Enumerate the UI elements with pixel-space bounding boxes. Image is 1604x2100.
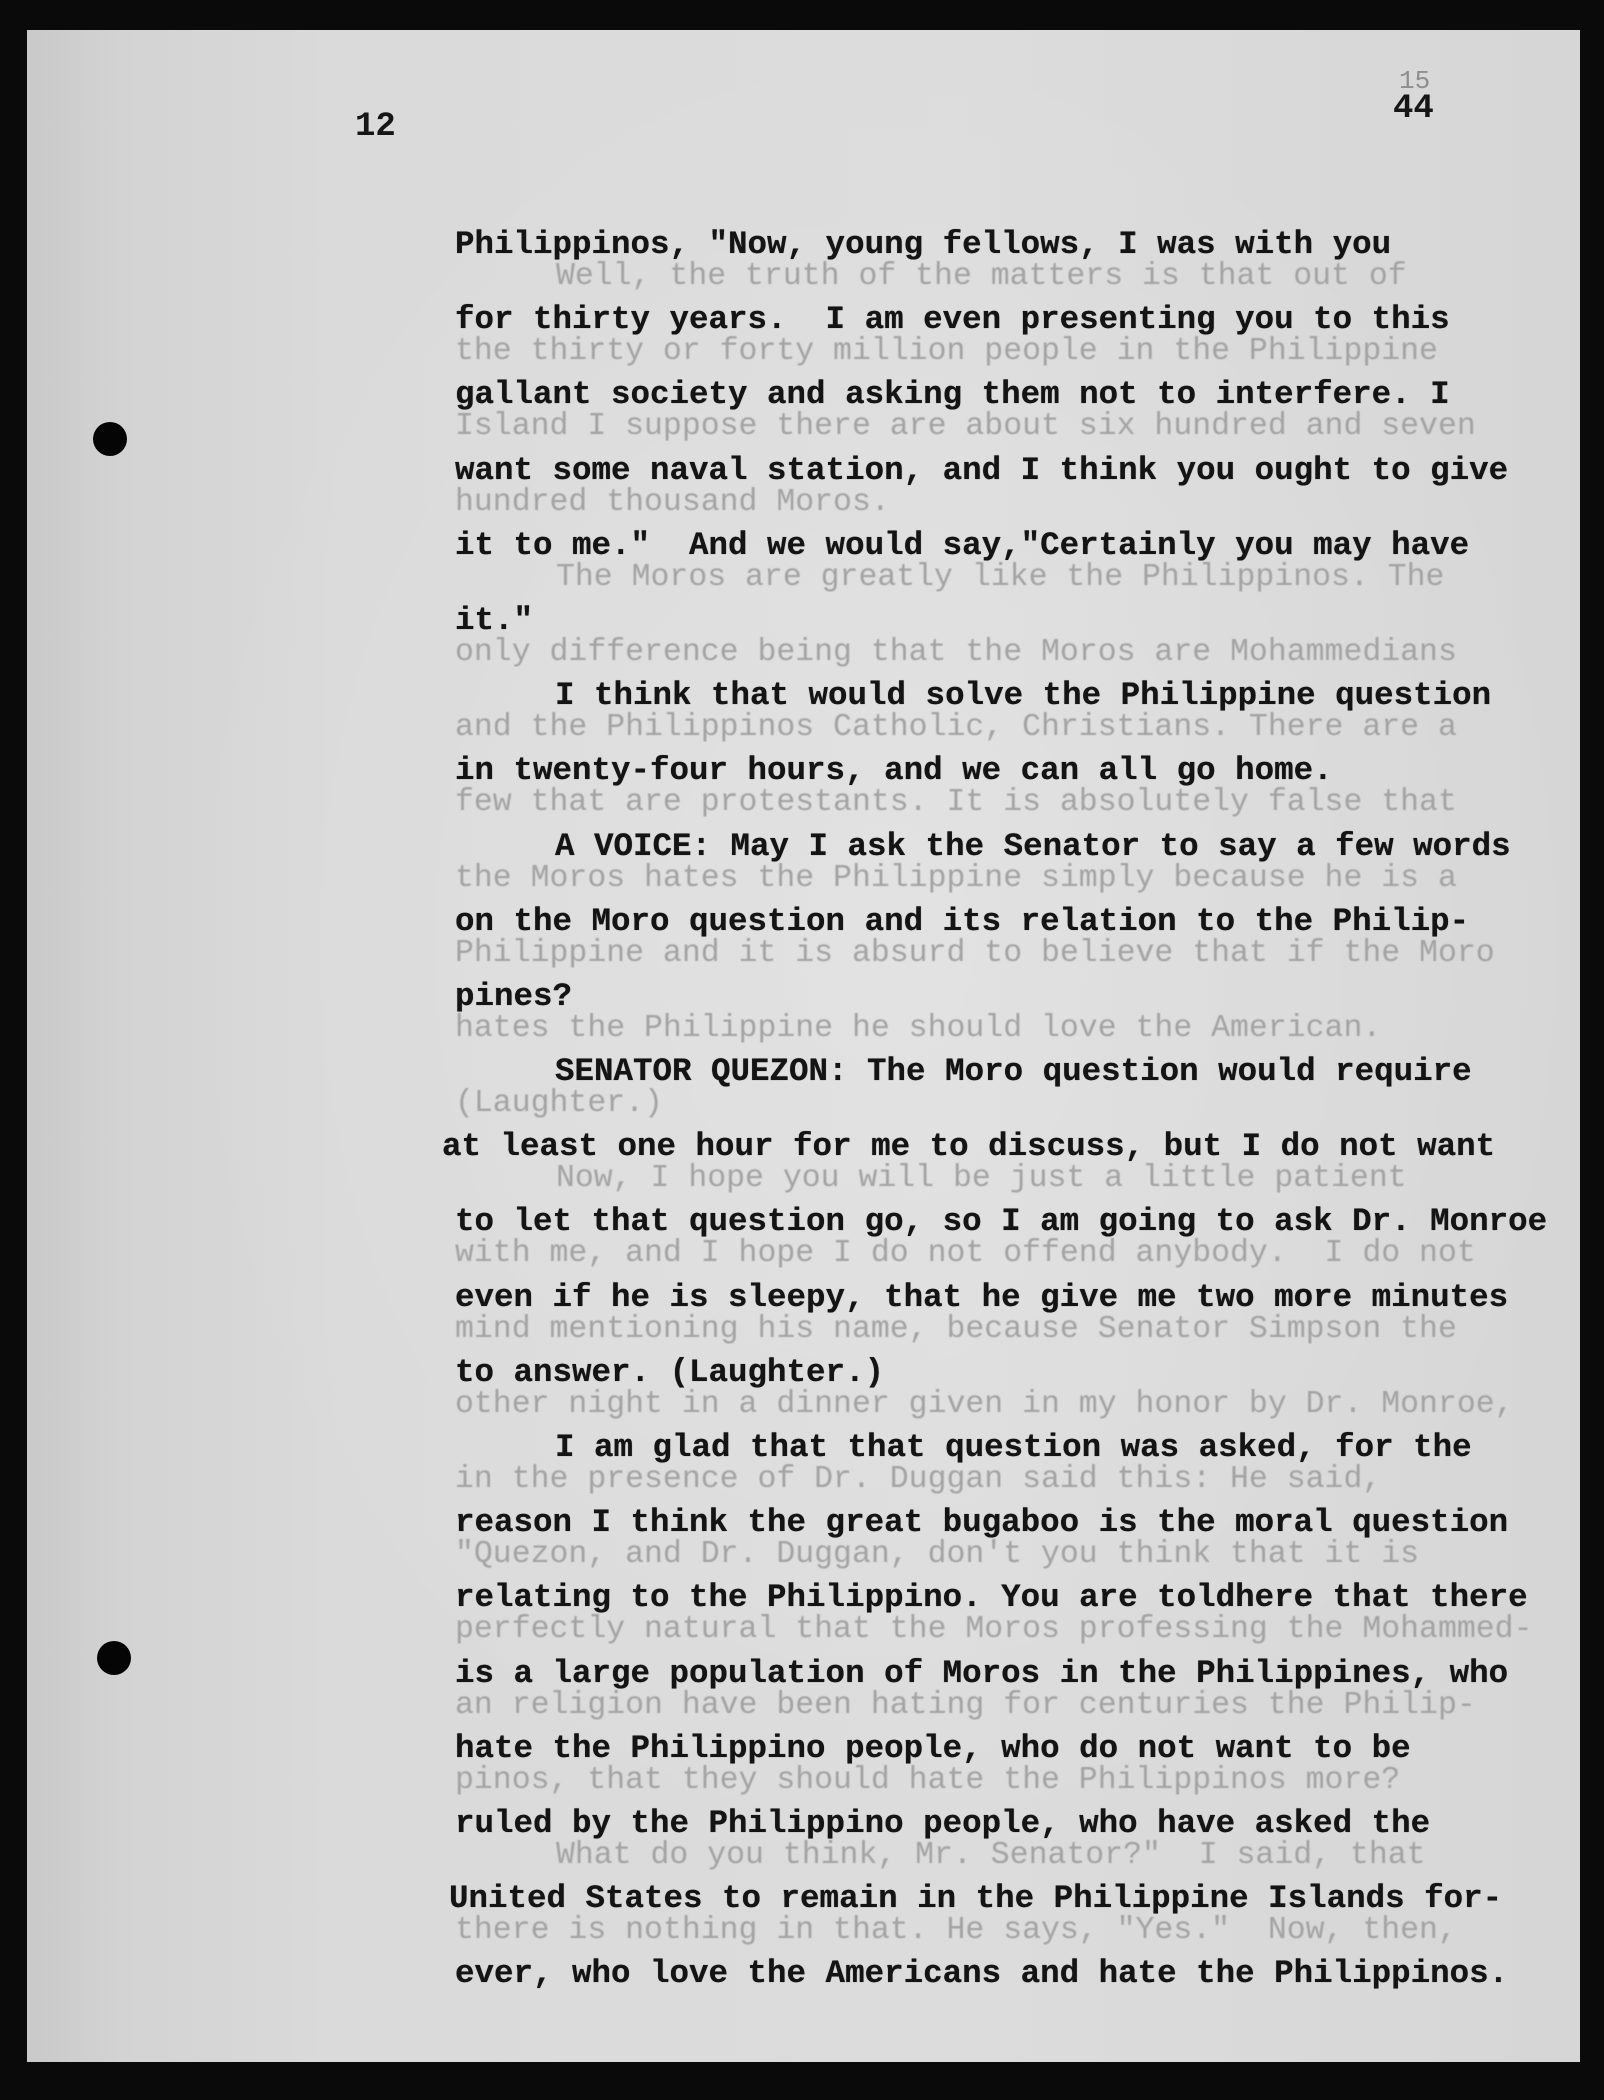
- page-number-right-faint: 15: [1399, 66, 1431, 96]
- text-line: at least one hour for me to discuss, but I do not want: [442, 1128, 1496, 1166]
- bleed-through-line: there is nothing in that. He says, "Yes." Now, then,: [455, 1913, 1457, 1949]
- punch-hole-top: [93, 422, 127, 456]
- text-line: relating to the Philippino. You are toldhere that there: [455, 1579, 1528, 1617]
- bleed-through-line: pinos, that they should hate the Philippinos more?: [455, 1762, 1401, 1798]
- bleed-through-line: and the Philippinos Catholic, Christians. There are a: [455, 710, 1457, 746]
- paper-sheet: [27, 30, 1580, 2062]
- text-line: in twenty-four hours, and we can all go home.: [455, 752, 1333, 790]
- paragraph-start-line: I think that would solve the Philippine question: [555, 677, 1492, 715]
- text-line: it to me." And we would say,"Certainly you may have: [455, 526, 1470, 564]
- bleed-through-line: in the presence of Dr. Duggan said this: He said,: [455, 1462, 1382, 1497]
- paragraph-start-line: SENATOR QUEZON: The Moro question would require: [555, 1053, 1472, 1091]
- page-number-right: 44: [1393, 90, 1434, 128]
- text-line: ruled by the Philippino people, who have asked the: [455, 1804, 1431, 1842]
- text-line: to answer. (Laughter.): [455, 1353, 885, 1391]
- bleed-through-line: only difference being that the Moros are Mohammedians: [455, 634, 1457, 670]
- text-line: hate the Philippino people, who do not want to be: [455, 1729, 1411, 1767]
- typed-text-body: [442, 207, 1548, 2012]
- bleed-through-line: few that are protestants. It is absolutely false that: [455, 785, 1457, 821]
- bleed-through-line: with me, and I hope I do not offend anybody. I do not: [455, 1236, 1476, 1272]
- bleed-through-line: What do you think, Mr. Senator?" I said, that: [556, 1837, 1426, 1873]
- bleed-through-line: the thirty or forty million people in the Philippine: [455, 334, 1438, 370]
- text-line: United States to remain in the Philippine Islands for-: [449, 1880, 1503, 1918]
- text-line: even if he is sleepy, that he give me two more minutes: [455, 1278, 1509, 1316]
- bleed-through-line: perfectly natural that the Moros professing the Mohammed-: [455, 1612, 1533, 1648]
- bleed-through-line: the Moros hates the Philippine simply because he is a: [455, 860, 1457, 896]
- bleed-through-line: hates the Philippine he should love the American.: [455, 1010, 1382, 1046]
- page-number-left: 12: [355, 108, 396, 146]
- text-line: gallant society and asking them not to interfere. I: [455, 376, 1450, 414]
- text-line: want some naval station, and I think you ought to give: [455, 451, 1509, 489]
- paragraph-start-line: I am glad that that question was asked, for the: [555, 1429, 1472, 1466]
- text-line: on the Moro question and its relation to the Philip-: [455, 902, 1470, 940]
- text-line: reason I think the great bugaboo is the moral question: [455, 1504, 1509, 1542]
- bleed-through-line: hundred thousand Moros.: [455, 484, 890, 520]
- text-line: pines?: [455, 977, 573, 1015]
- paragraph-start-line: A VOICE: May I ask the Senator to say a few words: [555, 827, 1511, 865]
- text-line: for thirty years. I am even presenting you to this: [455, 301, 1450, 339]
- text-line: is a large population of Moros in the Philippines, who: [455, 1654, 1509, 1692]
- bleed-through-line: mind mentioning his name, because Senator Simpson the: [455, 1311, 1457, 1347]
- bleed-through-line: Island I suppose there are about six hundred and seven: [455, 409, 1476, 445]
- bleed-through-line: (Laughter.): [455, 1086, 663, 1122]
- bleed-through-line: an religion have been hating for centuries the Philip-: [455, 1687, 1476, 1723]
- text-line: Philippinos, "Now, young fellows, I was with you: [455, 226, 1392, 263]
- bleed-through-line: The Moros are greatly like the Philippinos. The: [556, 559, 1445, 595]
- punch-hole-bottom: [97, 1641, 131, 1675]
- bleed-through-line: Philippine and it is absurd to believe that if the Moro: [455, 935, 1495, 971]
- bleed-through-line: "Quezon, and Dr. Duggan, don't you think that it is: [455, 1537, 1420, 1573]
- bleed-through-line: Now, I hope you will be just a little patient: [556, 1161, 1407, 1197]
- text-line: ever, who love the Americans and hate the Philippinos.: [455, 1955, 1509, 1993]
- text-line: to let that question go, so I am going to ask Dr. Monroe: [455, 1203, 1548, 1241]
- bleed-through-line: Well, the truth of the matters is that out of: [556, 259, 1407, 294]
- text-line: it.": [455, 601, 534, 639]
- bleed-through-line: other night in a dinner given in my honor by Dr. Monroe,: [455, 1386, 1514, 1422]
